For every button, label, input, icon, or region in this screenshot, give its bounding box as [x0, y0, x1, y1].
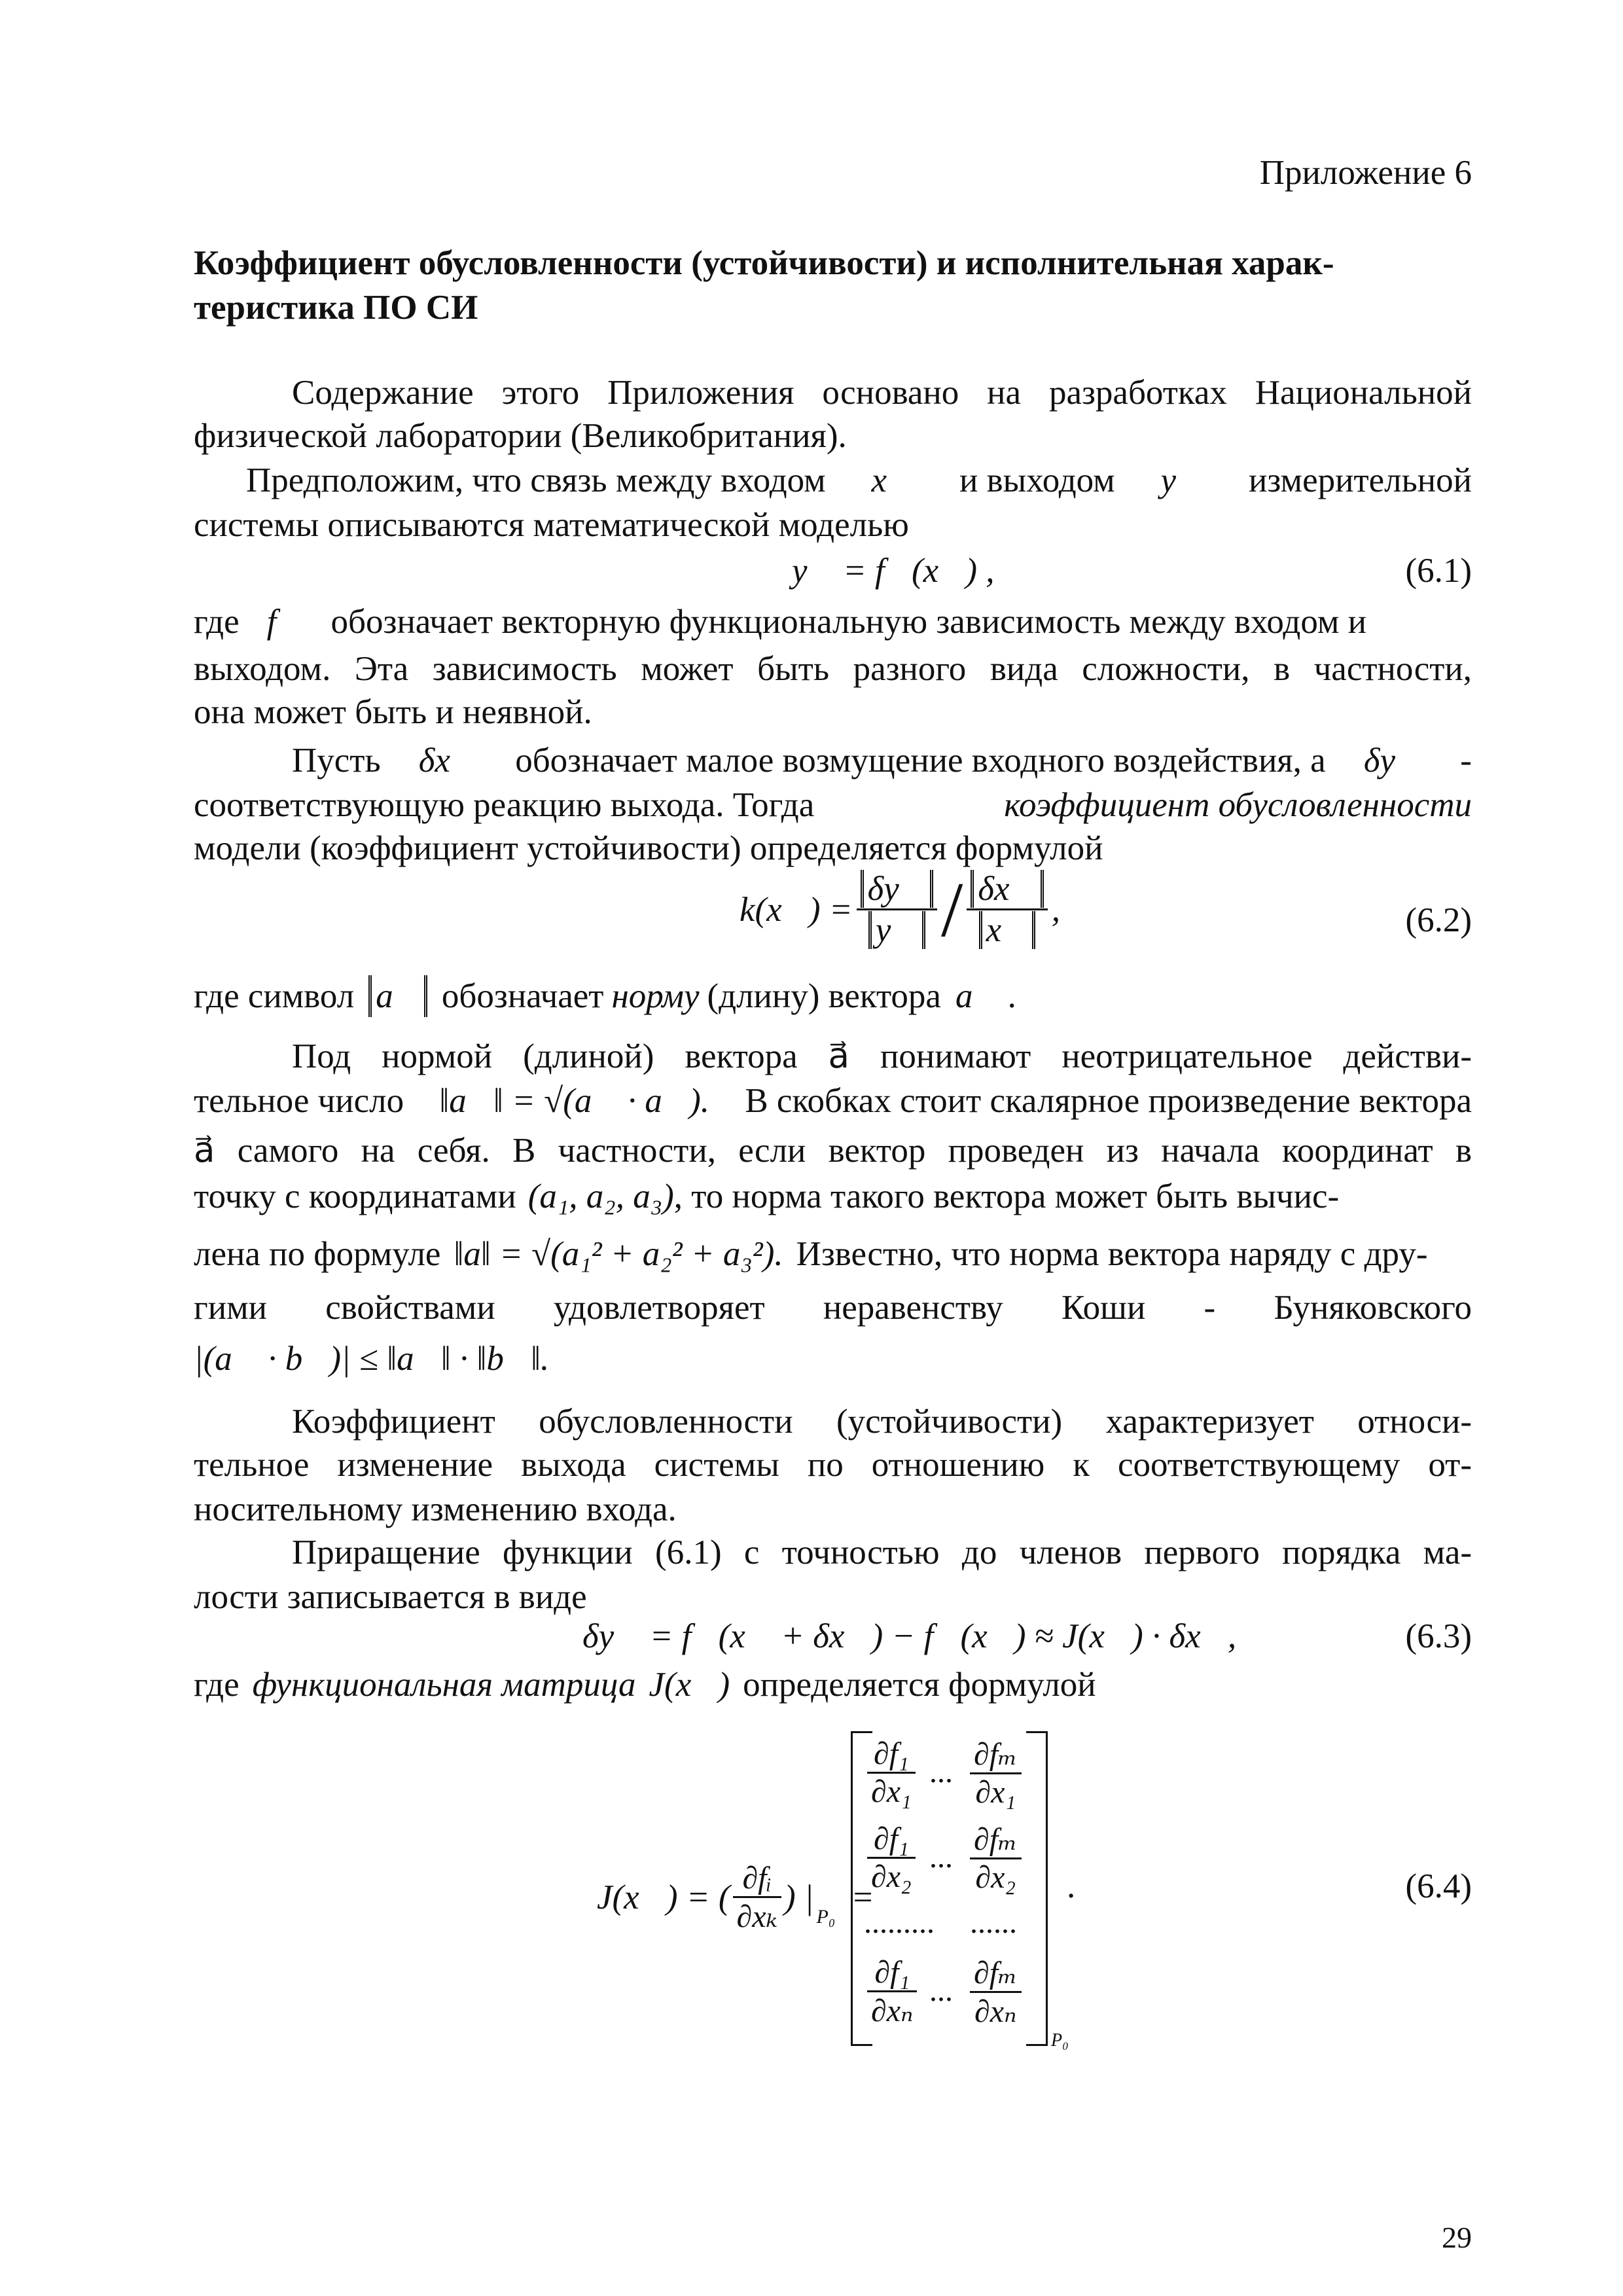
paragraph-1-line-1: Содержание этого Приложения основано на разработках Национальной [292, 374, 1472, 412]
paragraph-3-line-2: выходом. Эта зависимость может быть разного вида сложности, в частности, [194, 650, 1472, 688]
equation-6-1-number: (6.1) [1405, 552, 1472, 590]
fraction-output [857, 869, 937, 950]
matrix-r1-c1 [867, 1736, 916, 1810]
paragraph-7-line-3: носительному изменению входа. [194, 1490, 677, 1528]
text: Известно, что норма вектора наряду с дру- [796, 1235, 1428, 1273]
section-title-line-1: Коэффициент обусловленности (устойчивости) и исполнительная харак- [194, 244, 1334, 282]
paragraph-6-line-5 [194, 1233, 1472, 1275]
delta-x: δx⃗ [418, 742, 478, 780]
matrix-r2-ellipsis: ... [929, 1840, 953, 1874]
matrix-r3-dots-1: ......... [864, 1905, 935, 1940]
text: соответствующую реакцию выхода. Тогда [194, 786, 815, 824]
y-vector: y⃗ [1160, 461, 1204, 499]
paragraph-6-line-3: a⃗ самого на себя. В частности, если вектор проведен из начала координат в [194, 1132, 1472, 1170]
equation-6-1: y⃗ = f⃗(x⃗) , [792, 552, 995, 590]
rest: ) | [784, 1878, 814, 1916]
text: где [194, 1666, 240, 1704]
text: измерительной [1248, 461, 1472, 499]
text: Пусть [292, 742, 381, 780]
paragraph-6-line-1: Под нормой (длиной) вектора a⃗ понимают неотрицательное действи- [292, 1037, 1472, 1075]
p0-subscript: P₀ [816, 1906, 836, 1928]
denominator: ∂xₖ [736, 1899, 778, 1934]
numerator: ∂f₁ [867, 1736, 916, 1774]
paragraph-6-line-4 [194, 1175, 1472, 1217]
text: Предположим, что связь между входом [246, 461, 826, 499]
denominator: ∂x₁ [871, 1774, 912, 1809]
equation-6-2-number: (6.2) [1405, 901, 1472, 939]
jacobian-symbol: J(x⃗) [649, 1666, 730, 1704]
numerator: ∂f₁ [867, 1821, 916, 1859]
matrix-r4-ellipsis: ... [929, 1973, 953, 2008]
page-number: 29 [1442, 2221, 1472, 2254]
matrix-r4-c1 [867, 1954, 917, 2029]
equation-6-3-number: (6.3) [1405, 1617, 1472, 1655]
norm-formula: ‖a‖ = √(a₁² + a₂² + a₃²). [454, 1235, 783, 1273]
equation-6-4-lhs [597, 1860, 874, 1935]
norm-definition: ‖a⃗‖ = √(a⃗ · a⃗). [439, 1082, 709, 1120]
norm-x: x⃗ [979, 911, 1036, 949]
text: тельное число [194, 1082, 404, 1120]
coordinates: (a₁, a₂, a₃) [527, 1177, 674, 1215]
text: точку с координатами [194, 1177, 516, 1215]
term-functional-matrix: функциональная матрица [252, 1666, 636, 1704]
paragraph-6-line-6: гими свойствами удовлетворяет неравенству Коши - Буняковского [194, 1289, 1472, 1327]
paragraph-8-line-1: Приращение функции (6.1) с точностью до членов первого порядка ма- [292, 1534, 1472, 1571]
equation-6-3: δy⃗ = f⃗(x⃗ + δx⃗) − f⃗(x⃗) ≈ J(x⃗) · δx⃗, [582, 1617, 1237, 1655]
text: определяется формулой [743, 1666, 1096, 1704]
norm-y: y⃗ [868, 911, 925, 949]
matrix-r2-c2 [970, 1821, 1022, 1895]
numerator: ∂f₁ [867, 1954, 917, 1992]
text: где [194, 603, 240, 641]
denominator: ∂x₂ [871, 1859, 912, 1894]
paragraph-5-line-1 [194, 975, 1472, 1017]
denominator: ∂xₙ [974, 1994, 1017, 2029]
numerator: ∂fₘ [970, 1821, 1022, 1859]
appendix-label: Приложение 6 [1259, 154, 1472, 192]
text: обозначает малое возмущение входного воздействия, а [515, 742, 1326, 780]
slash: / [940, 865, 963, 953]
matrix-r2-c1 [867, 1821, 916, 1895]
paragraph-7-line-2: тельное изменение выхода системы по отношению к соответствующему от- [194, 1446, 1472, 1484]
paragraph-4-line-1 [194, 740, 1472, 781]
paragraph-9-line-1 [194, 1664, 1472, 1706]
text: - [1460, 742, 1472, 780]
denominator: ∂x₂ [975, 1860, 1016, 1895]
paragraph-8-line-2: лости записывается в виде [194, 1578, 587, 1616]
text: лена по формуле [194, 1235, 441, 1273]
equation-6-2 [740, 865, 1060, 953]
f-vector: f⃗ [266, 603, 304, 641]
equation-6-4-period: . [1067, 1867, 1076, 1905]
lhs: J(x⃗) = ( [597, 1878, 730, 1916]
text: В скобках стоит скалярное произведение вектора [745, 1082, 1472, 1120]
numerator: ∂fₘ [970, 1954, 1022, 1993]
numerator: ∂fₘ [970, 1736, 1022, 1774]
paragraph-1-line-2: физической лаборатории (Великобритания). [194, 417, 847, 455]
numerator: ∂fᵢ [733, 1860, 782, 1898]
term-norm: норму [611, 977, 700, 1015]
matrix-r1-c2 [970, 1736, 1022, 1810]
x-vector: x⃗ [871, 461, 914, 499]
vector-a: a⃗ . [955, 977, 1018, 1015]
lhs: k(x⃗) = [740, 890, 853, 929]
denominator: ∂x₁ [975, 1775, 1016, 1810]
matrix-r4-c2 [970, 1954, 1022, 2030]
delta-y: δy⃗ [1363, 742, 1423, 780]
paragraph-7-line-1: Коэффициент обусловленности (устойчивости) характеризует относи- [292, 1403, 1472, 1441]
text: обозначает векторную функциональную зависимость между входом и [330, 603, 1367, 641]
matrix-r1-ellipsis: ... [929, 1755, 953, 1789]
text: где символ [194, 977, 355, 1015]
comma: , [1051, 890, 1060, 929]
paragraph-3-line-1 [194, 601, 1472, 643]
paragraph-2-line-2: системы описываются математической моделью [194, 506, 909, 544]
term-condition-number: коэффициент обусловленности [1004, 786, 1472, 824]
text: (длину) вектора [707, 977, 941, 1015]
paragraph-6-line-2 [194, 1080, 1472, 1122]
text: , то норма такого вектора может быть вычис- [673, 1177, 1340, 1215]
cauchy-inequality: |(a⃗ · b⃗)| ≤ ‖a⃗‖ · ‖b⃗‖. [194, 1340, 550, 1378]
equals: = [851, 1878, 875, 1916]
norm-delta-y: δy⃗ [861, 870, 933, 908]
text: и выходом [959, 461, 1115, 499]
matrix-r3-dots-2: ...... [970, 1905, 1017, 1940]
section-title-line-2: теристика ПО СИ [194, 289, 478, 327]
matrix-right-bracket [1026, 1731, 1048, 2046]
fraction-input [967, 869, 1047, 950]
equation-6-4-number: (6.4) [1405, 1867, 1472, 1905]
text: обозначает [441, 977, 604, 1015]
denominator: ∂xₙ [871, 1994, 914, 2028]
norm-a: a⃗ [368, 975, 427, 1017]
paragraph-4-line-2 [194, 784, 1472, 826]
paragraph-4-line-3: модели (коэффициент устойчивости) определяется формулой [194, 829, 1103, 867]
paragraph-2-line-1 [194, 459, 1472, 501]
matrix-subscript: P₀ [1051, 2030, 1069, 2051]
paragraph-3-line-3: она может быть и неявной. [194, 693, 592, 731]
norm-delta-x: δx⃗ [971, 870, 1043, 908]
partial-fraction [733, 1860, 782, 1935]
